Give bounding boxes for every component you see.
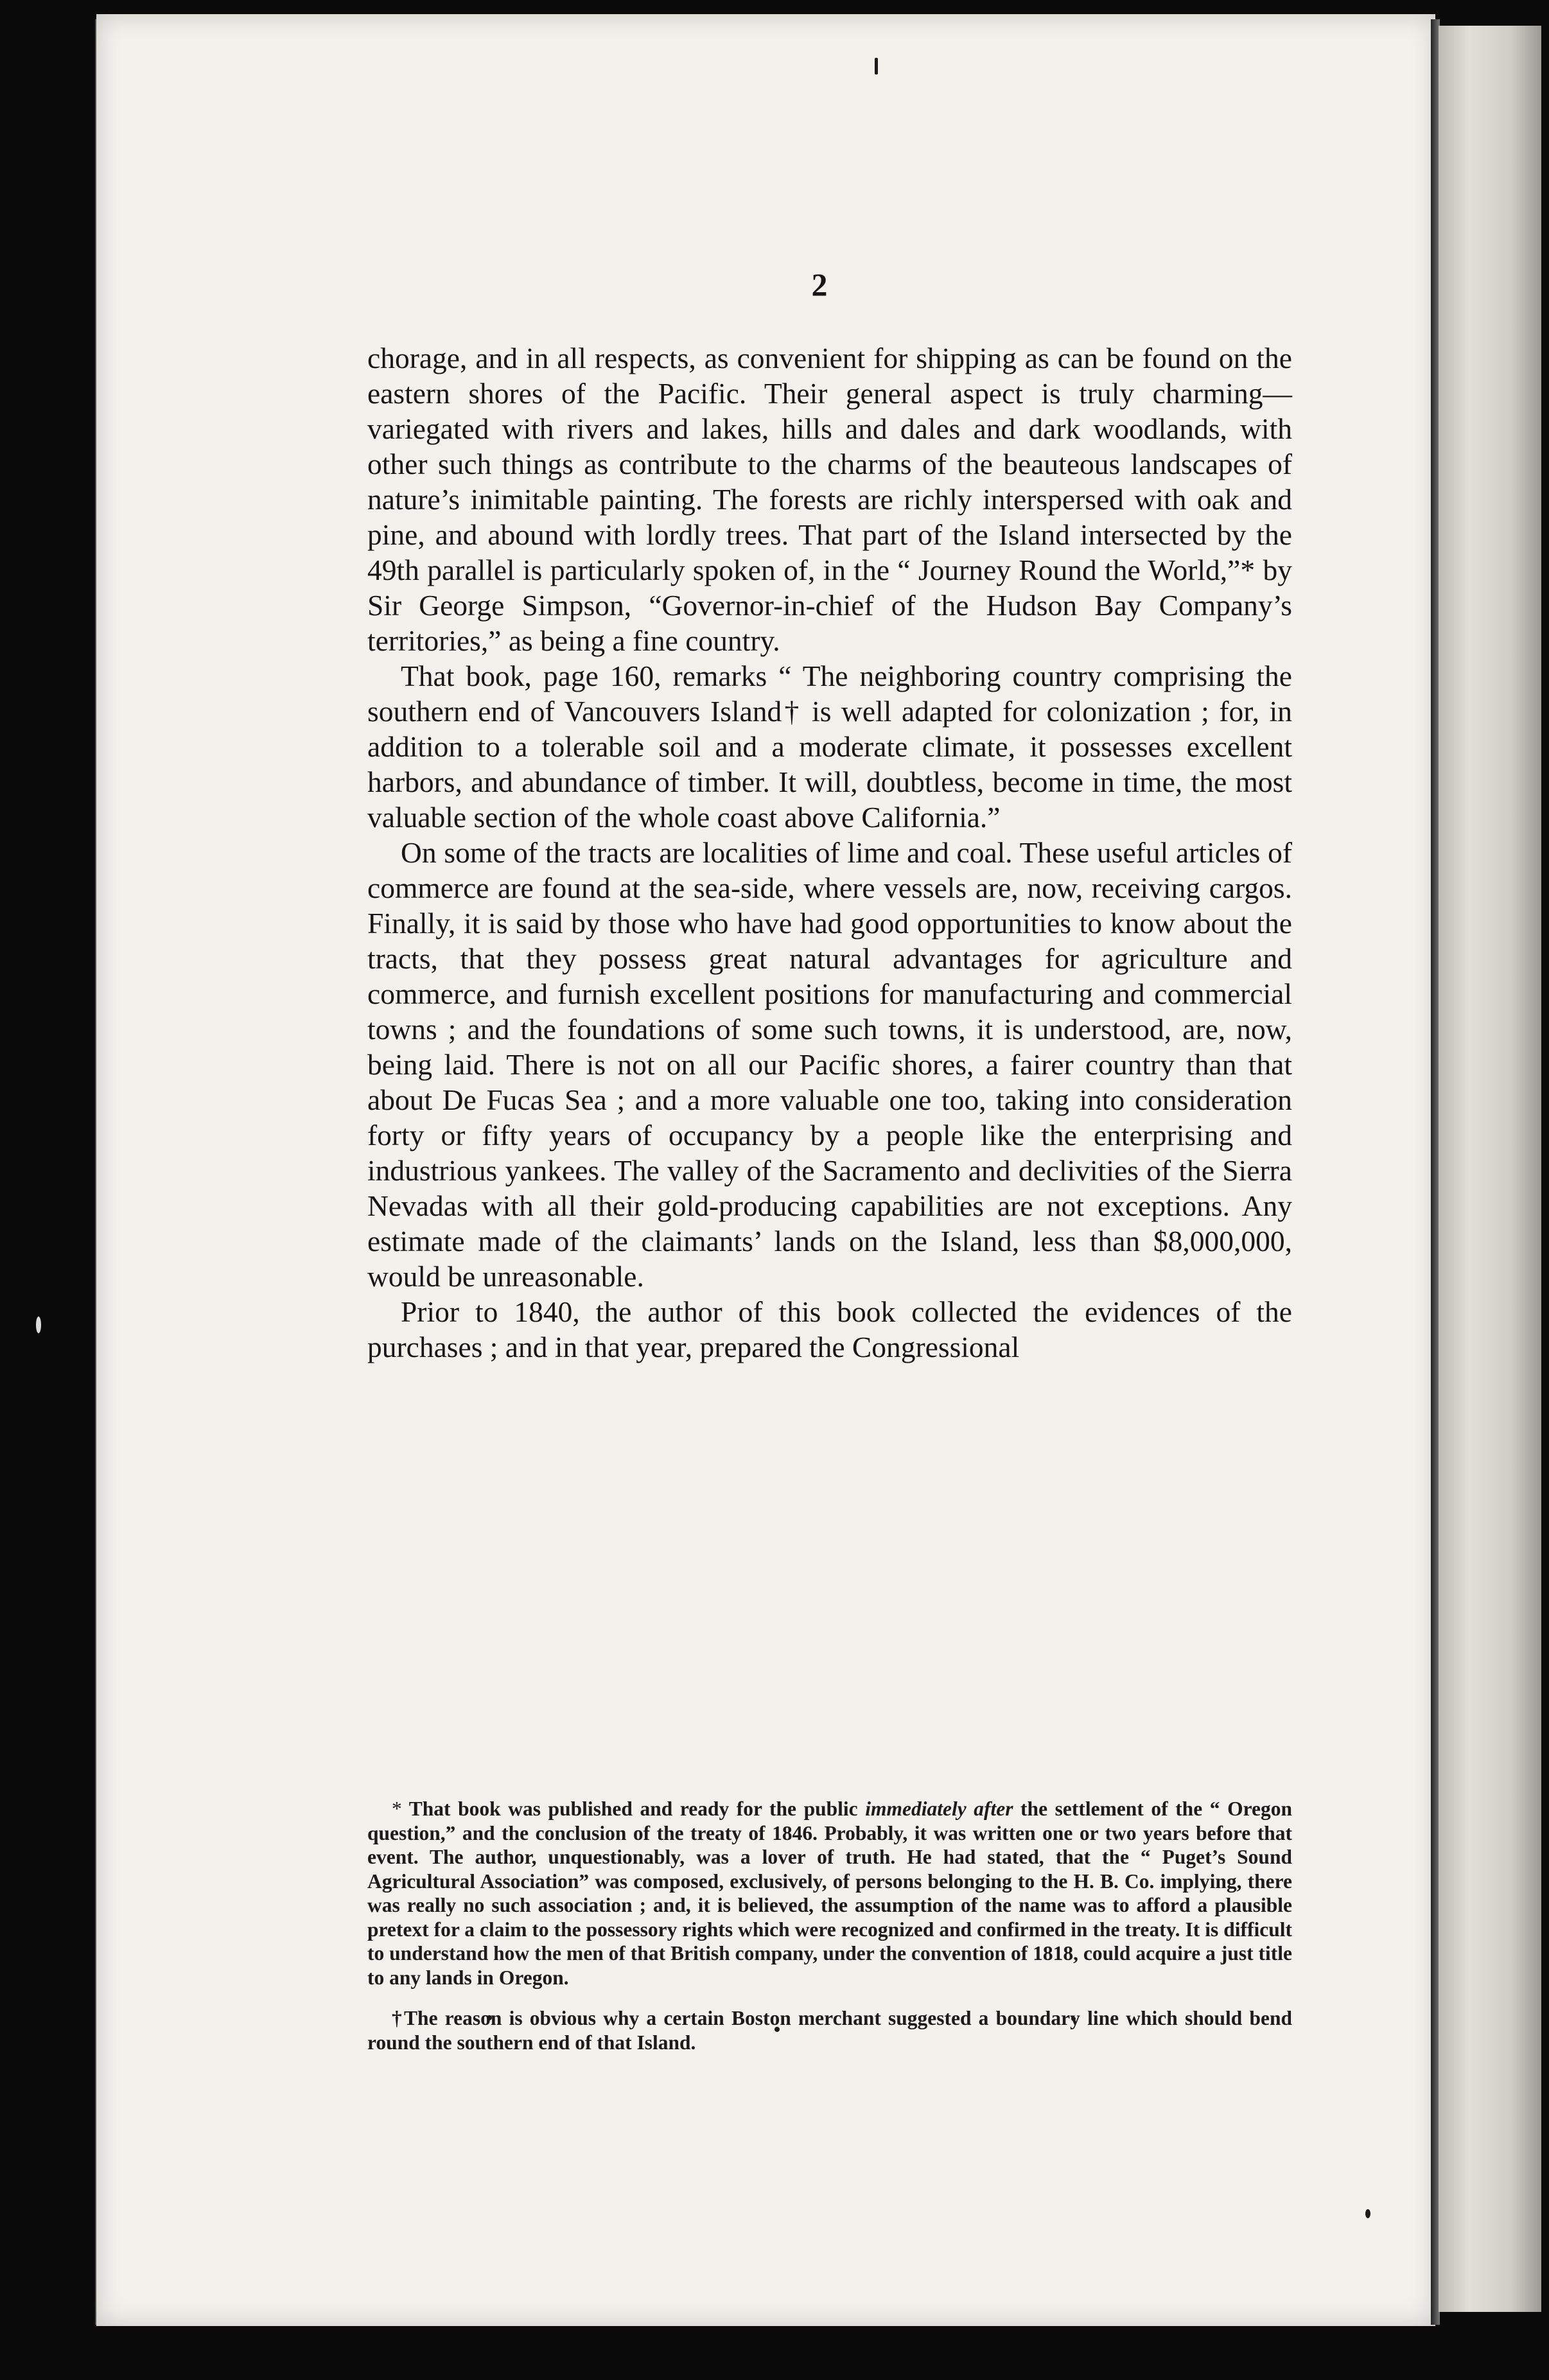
footnote-dagger: †The reason is obvious why a certain Boston merchant suggested a boundary line which should bend round the southern end of that Island. xyxy=(367,2007,1292,2054)
footnote-text: That book was published and ready for the public xyxy=(408,1798,866,1820)
body-text xyxy=(367,340,1292,1365)
footnote-text: the settlement of the “ Oregon question,” and the conclusion of the treaty of 1846. Probably, it was written one or two years before that event. The author, unquestionably, was a lover of truth. He had stated, that the “ Puget’s Sound Agricultural Association” was composed, exclusively, of persons belonging to the H. B. Co. implying, there was really no such association ; and, it is believed, the assumption of the name was to afford a plausible pretext for a claim to the possessory rights which were recognized and confirmed in the treaty. It is difficult to understand how the men of that British company, under the convention of 1818, could acquire a just title to any lands in Oregon. xyxy=(367,1798,1292,1989)
paragraph: On some of the tracts are localities of lime and coal. These useful articles of commerce are found at the sea-side, where vessels are, now, receiving cargos. Finally, it is said by those who have had good opportunities to know about the tracts, that they possess great natural advantages for agriculture and commerce, and furnish excellent positions for manufacturing and commercial towns ; and the foundations of some such towns, it is understood, are, now, being laid. There is not on all our Pacific shores, a fairer country than that about De Fucas Sea ; and a more valuable one too, taking into consideration forty or fifty years of occupancy by a people like the enterprising and industrious yankees. The valley of the Sacramento and declivities of the Sierra Nevadas with all their gold-producing capabilities are not exceptions. Any estimate made of the claimants’ lands on the Island, less than $8,000,000, would be unreasonable. xyxy=(367,836,1292,1293)
paragraph: Prior to 1840, the author of this book collected the evidences of the purchases ; and in that year, prepared the Congressional xyxy=(367,1295,1292,1363)
footnote-marker: * xyxy=(392,1798,402,1820)
ink-speck xyxy=(36,1317,41,1333)
footnote-italic-text: immediately after xyxy=(865,1798,1013,1820)
page-number: 2 xyxy=(811,267,828,302)
footnotes xyxy=(367,1797,1292,2071)
footnote-star xyxy=(367,1797,1292,1990)
ink-speck xyxy=(875,58,878,74)
paragraph: chorage, and in all respects, as convenient for shipping as can be found on the eastern shores of the Pacific. Their general aspect is truly charming—variegated with rivers and lakes, hills and dales and dark woodlands, with other such things as contribute to the charms of the beauteous landscapes of nature’s inimitable painting. The forests are richly interspersed with oak and pine, and abound with lordly trees. That part of the Island intersected by the 49th parallel is particularly spoken of, in the “ Journey Round the World,”* by Sir George Simpson, “Governor-in-chief of the Hudson Bay Company’s territories,” as being a fine country. xyxy=(367,342,1292,657)
adjacent-page-edge xyxy=(1439,26,1541,2312)
ink-speck xyxy=(1365,2209,1370,2218)
paragraph: That book, page 160, remarks “ The neighboring country comprising the southern end of Vancouvers Island† is well adapted for colonization ; for, in addition to a tolerable soil and a moderate climate, it possesses excellent harbors, and abundance of timber. It will, doubtless, become in time, the most valuable section of the whole coast above California.” xyxy=(367,660,1292,834)
